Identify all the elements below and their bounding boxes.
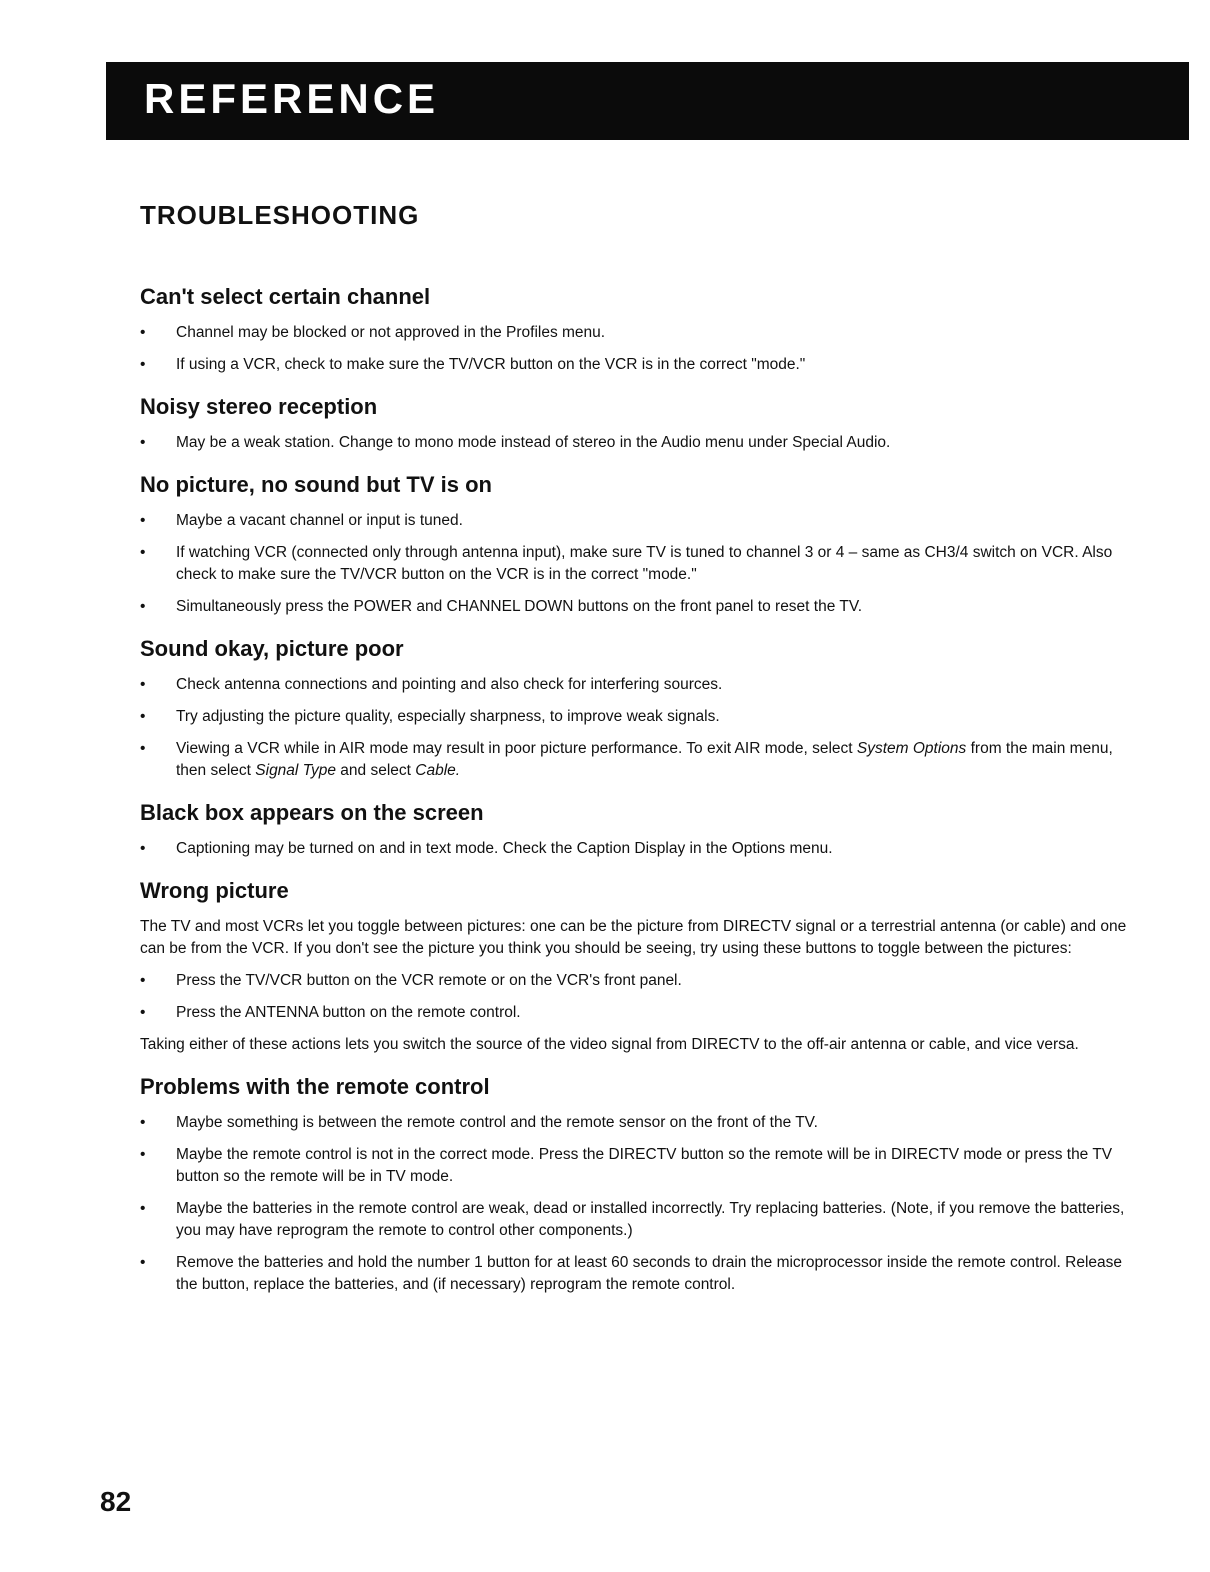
list-item-text: Press the TV/VCR button on the VCR remote or on the VCR's front panel.: [176, 972, 682, 989]
bullet-icon: •: [140, 1114, 146, 1131]
bullet-icon: •: [140, 1254, 146, 1271]
list-item: [140, 838, 1140, 860]
bullet-icon: •: [140, 598, 146, 615]
section-black-box: [140, 798, 1140, 860]
bullet-icon: •: [140, 1146, 146, 1163]
list-item: [140, 1002, 1140, 1024]
page-title: TROUBLESHOOTING: [140, 200, 420, 230]
bullet-icon: •: [140, 434, 146, 451]
section-no-picture-no-sound: [140, 470, 1140, 618]
list-item: [140, 542, 1140, 586]
bullet-icon: •: [140, 676, 146, 693]
list-item: [140, 706, 1140, 728]
bullet-icon: •: [140, 324, 146, 341]
list-item-text: Maybe the remote control is not in the correct mode. Press the DIRECTV button so the remote will be in DIRECTV mode or press the TV button so the remote will be in TV mode.: [176, 1146, 1113, 1185]
bullet-list: [140, 838, 1140, 860]
list-item-text: Captioning may be turned on and in text mode. Check the Caption Display in the Options menu.: [176, 840, 833, 857]
list-item: [140, 322, 1140, 344]
section-heading: Problems with the remote control: [140, 1074, 490, 1099]
bullet-icon: •: [140, 1004, 146, 1021]
section-cant-select-channel: [140, 282, 1140, 376]
section-intro: The TV and most VCRs let you toggle between pictures: one can be the picture from DIRECTV signal or a terrestrial antenna (or cable) and one can be from the VCR. If you don't see the picture you think you should be seeing, try using these buttons to toggle between the pictures:: [140, 918, 1127, 957]
list-item-text-b: from the main menu, then select: [176, 740, 1113, 779]
section-heading: Sound okay, picture poor: [140, 636, 404, 661]
menu-name-cable: Cable.: [415, 762, 461, 779]
banner-title: REFERENCE: [144, 75, 440, 122]
bullet-list: [140, 510, 1140, 618]
bullet-icon: •: [140, 972, 146, 989]
list-item-text-c: and select: [335, 762, 416, 779]
list-item: [140, 432, 1140, 454]
list-item-text-a: Viewing a VCR while in AIR mode may result in poor picture performance. To exit AIR mode, select: [176, 740, 857, 757]
list-item: [140, 596, 1140, 618]
list-item: [140, 1252, 1140, 1296]
bullet-list: [140, 1112, 1140, 1296]
list-item: [140, 674, 1140, 696]
bullet-icon: •: [140, 512, 146, 529]
section-remote-control: [140, 1072, 1140, 1296]
troubleshooting-content: [140, 282, 1140, 1312]
page-number: 82: [100, 1486, 132, 1517]
section-outro: Taking either of these actions lets you switch the source of the video signal from DIRECTV to the off-air antenna or cable, and vice versa.: [140, 1036, 1079, 1053]
section-noisy-stereo: [140, 392, 1140, 454]
list-item: [140, 1198, 1140, 1242]
list-item: [140, 354, 1140, 376]
bullet-icon: •: [140, 544, 146, 561]
section-heading: Can't select certain channel: [140, 284, 431, 309]
list-item-text: Maybe a vacant channel or input is tuned.: [176, 512, 463, 529]
list-item-text: Simultaneously press the POWER and CHANNEL DOWN buttons on the front panel to reset the TV.: [176, 598, 863, 615]
list-item-text: May be a weak station. Change to mono mode instead of stereo in the Audio menu under Special Audio.: [176, 434, 891, 451]
bullet-icon: •: [140, 708, 146, 725]
bullet-list: [140, 432, 1140, 454]
list-item-text: Maybe the batteries in the remote control are weak, dead or installed incorrectly. Try replacing batteries. (Note, if you remove the batteries, you may have reprogram the remote to control other components.): [176, 1200, 1125, 1239]
menu-name-signal-type: Signal Type: [255, 762, 336, 779]
list-item-text: If using a VCR, check to make sure the TV/VCR button on the VCR is in the correct "mode.": [176, 356, 806, 373]
list-item-text: Channel may be blocked or not approved in the Profiles menu.: [176, 324, 606, 341]
section-heading: Black box appears on the screen: [140, 800, 484, 825]
menu-name-system-options: System Options: [856, 740, 967, 757]
section-wrong-picture: [140, 876, 1140, 1056]
list-item: [140, 1144, 1140, 1188]
bullet-icon: •: [140, 1200, 146, 1217]
list-item-text: Maybe something is between the remote control and the remote sensor on the front of the TV.: [176, 1114, 818, 1131]
reference-banner: [106, 62, 1189, 140]
list-item-text: Press the ANTENNA button on the remote control.: [176, 1004, 521, 1021]
section-heading: Noisy stereo reception: [140, 394, 378, 419]
list-item: [140, 970, 1140, 992]
bullet-icon: •: [140, 356, 146, 373]
list-item-text: Check antenna connections and pointing and also check for interfering sources.: [176, 676, 723, 693]
list-item: [140, 1112, 1140, 1134]
list-item: [140, 738, 1140, 782]
bullet-icon: •: [140, 840, 146, 857]
section-heading: No picture, no sound but TV is on: [140, 472, 492, 497]
bullet-icon: •: [140, 740, 146, 757]
list-item-text: If watching VCR (connected only through antenna input), make sure TV is tuned to channel 3 or 4 – same as CH3/4 switch on VCR. Also check to make sure the TV/VCR button on the VCR is in the correct "mode.": [176, 544, 1113, 583]
list-item-text: Try adjusting the picture quality, especially sharpness, to improve weak signals.: [176, 708, 720, 725]
section-sound-okay-picture-poor: [140, 634, 1140, 782]
bullet-list: [140, 970, 1140, 1024]
list-item-text: Remove the batteries and hold the number 1 button for at least 60 seconds to drain the microprocessor inside the remote control. Release the button, replace the batteries, and (if necessary) reprogram the remote control.: [176, 1254, 1123, 1293]
bullet-list: [140, 322, 1140, 376]
list-item: [140, 510, 1140, 532]
section-heading: Wrong picture: [140, 878, 289, 903]
bullet-list: [140, 674, 1140, 782]
